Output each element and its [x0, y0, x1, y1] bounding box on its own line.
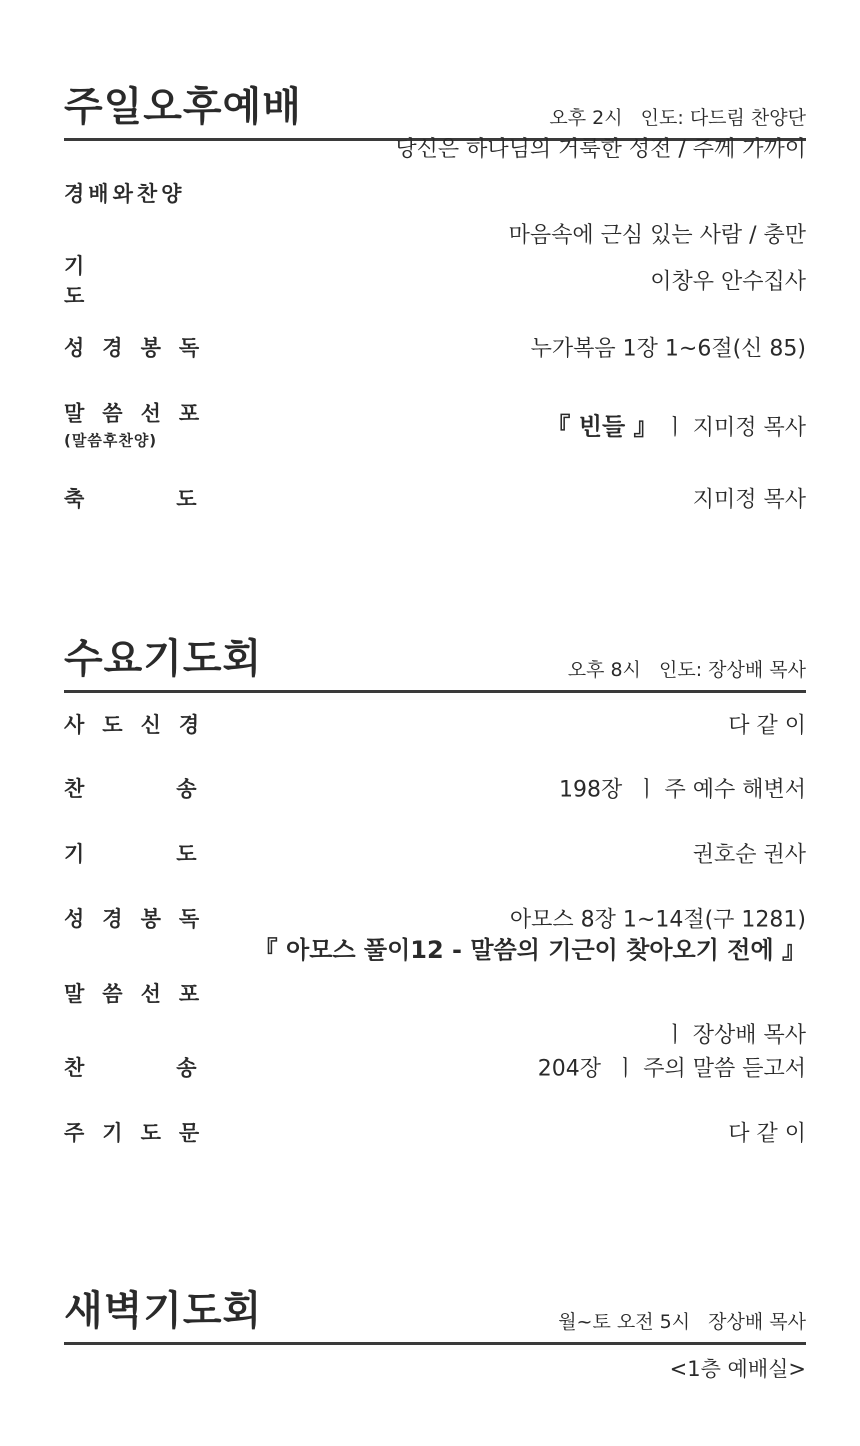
- program-value: 아모스 8장 1~14절(구 1281): [509, 907, 806, 933]
- sermon-title: 『 빈들 』: [546, 412, 658, 441]
- program-label: 성경봉독: [64, 907, 218, 931]
- preacher: ㅣ 지미정 목사: [657, 415, 806, 441]
- program-value: [504, 382, 806, 467]
- program-row-sermon: [64, 379, 806, 469]
- program-value: 이창우 안수집사: [650, 269, 806, 295]
- section-header: [64, 1282, 806, 1342]
- location-note: <1층 예배실>: [669, 1357, 806, 1381]
- section-dawn-prayer: [64, 1282, 806, 1395]
- program-value: 다 같 이: [728, 713, 806, 739]
- preacher: ㅣ 장상배 목사: [664, 1023, 806, 1048]
- program-value-line: 마음속에 근심 있는 사람 / 충만: [508, 223, 806, 248]
- section-wednesday-prayer: [64, 630, 806, 1165]
- program-label: [64, 398, 217, 451]
- section-title: 수요기도회: [64, 636, 263, 682]
- location-row: [64, 1345, 806, 1395]
- program-label: 사도신경: [64, 713, 218, 737]
- program-value: 198장 ㅣ 주 예수 해변서: [559, 777, 806, 803]
- program-label: [64, 838, 289, 868]
- program-label: [64, 483, 289, 513]
- program-value: 누가복음 1장 1~6절(신 85): [530, 336, 806, 362]
- section-info: 오후 8시 인도: 장상배 목사: [567, 659, 806, 681]
- program-row-creed: [64, 693, 806, 755]
- sermon-title: 『 아모스 풀이12 - 말씀의 기근이 찾아오기 전에 』: [253, 936, 806, 964]
- program-label: [64, 250, 198, 310]
- program-label: 경배와찬양: [64, 182, 186, 206]
- program-label-text: 찬송: [64, 1056, 289, 1080]
- program-label-text: 말씀선포: [64, 401, 218, 426]
- program-value: 지미정 목사: [692, 487, 806, 513]
- program-value-line: 당신은 하나님의 거룩한 성전 / 주께 가까이: [395, 137, 806, 162]
- section-info: 월~토 오전 5시 장상배 목사: [558, 1311, 806, 1333]
- program-label: [64, 1052, 289, 1082]
- section-title: 주일오후예배: [64, 84, 302, 130]
- section-title: 새벽기도회: [64, 1288, 263, 1334]
- program-label: [64, 773, 289, 803]
- program-row-prayer: [64, 821, 806, 885]
- program-row-worship: [64, 137, 806, 248]
- program-value: 204장 ㅣ 주의 말씀 듣고서: [537, 1056, 806, 1082]
- program-row-prayer: [64, 245, 806, 315]
- program-row-hymn-2: [64, 1035, 806, 1099]
- section-header: [64, 630, 806, 690]
- program-label-text: 찬송: [64, 777, 289, 801]
- program-row-scripture: [64, 315, 806, 379]
- program-label-text: 축도: [64, 487, 289, 511]
- program-row-sermon: [64, 936, 806, 1048]
- program-label-text: 기도: [64, 842, 289, 866]
- program-label: 주기도문: [64, 1121, 218, 1145]
- program-row-hymn: [64, 755, 806, 821]
- section-info: 오후 2시 인도: 다드림 찬양단: [549, 107, 806, 129]
- program-row-lords-prayer: [64, 1099, 806, 1165]
- program-label: 말씀선포: [64, 982, 218, 1006]
- section-sunday-service: [64, 78, 806, 527]
- program-value: 다 같 이: [728, 1121, 806, 1147]
- program-label-text: 기도: [64, 254, 177, 308]
- program-value: 권호순 권사: [692, 842, 806, 868]
- program-label: 성경봉독: [64, 336, 218, 360]
- program-row-benediction: [64, 469, 806, 527]
- program-sublabel: (말씀후찬양): [64, 431, 158, 450]
